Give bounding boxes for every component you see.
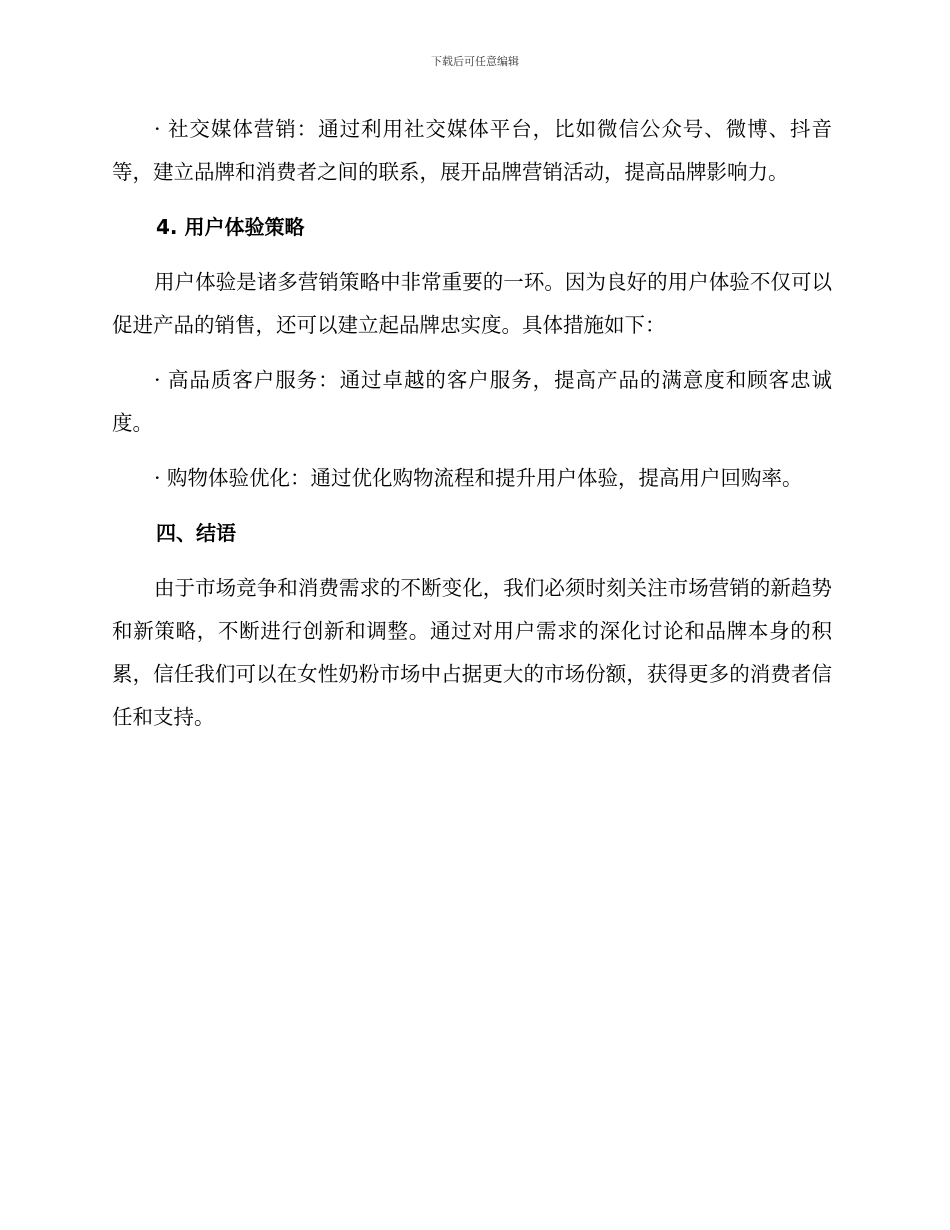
ux-strategy-heading: 4. 用户体验策略 — [156, 215, 305, 239]
page-header: 下载后可任意编辑 — [431, 55, 519, 68]
customer-service-bullet: · 高品质客户服务：通过卓越的客户服务，提高产品的满意度和顾客忠诚度。 — [112, 368, 832, 435]
shopping-experience-bullet: · 购物体验优化：通过优化购物流程和提升用户体验，提高用户回购率。 — [154, 466, 803, 490]
conclusion-paragraph: 由于市场竞争和消费需求的不断变化，我们必须时刻关注市场营销的新趋势和新策略，不断进行创新和调整。通过对用户需求的深化讨论和品牌本身的积累，信任我们可以在女性奶粉市场中占据更大的市场份额，获得更多的消费者信任和支持。 — [112, 576, 832, 729]
ux-intro-paragraph: 用户体验是诸多营销策略中非常重要的一环。因为良好的用户体验不仅可以促进产品的销售，还可以建立起品牌忠实度。具体措施如下： — [112, 270, 832, 337]
conclusion-heading: 四、结语 — [156, 521, 236, 545]
social-media-bullet: · 社交媒体营销：通过利用社交媒体平台，比如微信公众号、微博、抖音等，建立品牌和消费者之间的联系，展开品牌营销活动，提高品牌影响力。 — [112, 117, 832, 184]
document-body — [112, 108, 832, 739]
